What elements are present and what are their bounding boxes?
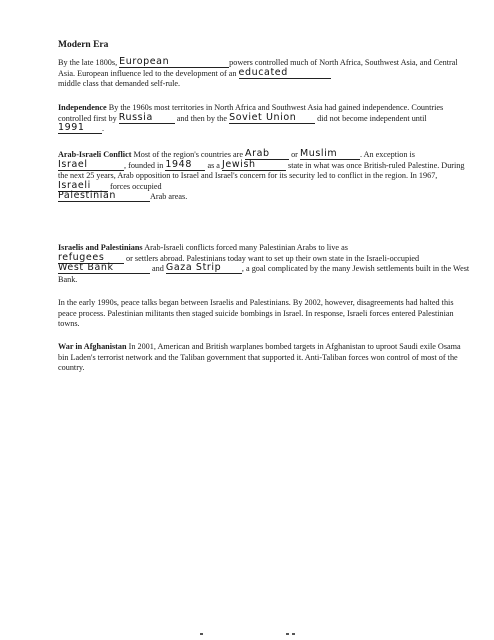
text: state in what was once British-ruled Palestine. During the next 25 years, Arab opposition to Israel and Israel's concern for its security led to conflict in the region. In 1967,: [58, 160, 465, 181]
text: In 2001, American and British warplanes bombed targets in Afghanistan to uproot Saudi exile Osama bin Laden's terrorist network and the Taliban government that supported it. Anti-Taliban forces won control of most of the country.: [58, 342, 461, 373]
handwritten-answer: Israel: [58, 158, 88, 170]
handwritten-answer: Russia: [118, 111, 153, 123]
handwritten-answer: Israeli: [58, 179, 91, 191]
answer-blank: [118, 111, 175, 124]
heading-arab-israeli-conflict: Arab-Israeli Conflict: [58, 150, 132, 159]
answer-blank: [58, 158, 124, 171]
paragraph-war-in-afghanistan: [58, 342, 470, 374]
handwritten-answer: 1948: [165, 158, 192, 170]
paragraph-peace-talks: [58, 298, 470, 330]
text: middle class that demanded self-rule.: [58, 79, 181, 89]
handwritten-answer: 1991: [58, 122, 85, 134]
heading-israelis-palestinians: Israelis and Palestinians: [58, 243, 143, 252]
scan-artifacts: [190, 633, 310, 637]
text: .: [102, 124, 105, 134]
handwritten-answer: Muslim: [299, 148, 338, 159]
paragraph-arab-israeli-conflict: [58, 150, 470, 203]
handwritten-answer: Gaza Strip: [165, 262, 222, 274]
scan-mark: [292, 633, 295, 635]
text: Arab areas.: [150, 192, 188, 202]
text: powers controlled much of North Africa, Southwest Asia, and Central Asia. European influence led to the development of an: [58, 58, 458, 78]
answer-blank: [222, 158, 286, 171]
text: , founded in: [124, 160, 166, 170]
text: . An exception is: [359, 150, 415, 159]
text: or: [289, 150, 300, 159]
text: By the 1960s most territories in North Africa and Southwest Asia had gained independence. Countries controlled first by: [58, 103, 444, 123]
handwritten-answer: Soviet Union: [229, 111, 297, 123]
answer-blank: [58, 122, 105, 134]
text: forces occupied: [108, 181, 162, 191]
handwritten-answer: refugees: [58, 251, 105, 263]
paragraph-independence: [58, 103, 470, 135]
text: Most of the region's countries are: [131, 150, 246, 159]
answer-blank: [58, 264, 150, 274]
scan-mark: [200, 633, 203, 635]
answer-blank: [119, 58, 229, 68]
paragraph-israelis-palestinians: [58, 243, 470, 285]
text: and: [150, 264, 166, 274]
text: as a: [205, 160, 222, 170]
text: In the early 1990s, peace talks began between Israelis and Palestinians. By 2002, however, disagreements had halted this peace process. Palestinian militants then staged suicide bombings in Israel. In response, Israeli forces entered Palestinian towns.: [58, 298, 454, 329]
handwritten-answer: European: [119, 56, 170, 67]
scan-mark: [286, 633, 289, 635]
handwritten-answer: Arab: [245, 148, 270, 159]
text: and then by the: [174, 113, 230, 123]
answer-blank: [165, 158, 205, 171]
section-title-modern-era: Modern Era: [58, 40, 109, 50]
handwritten-answer: educated: [238, 66, 288, 78]
heading-war-in-afghanistan: War in Afghanistan: [58, 342, 127, 351]
text: By the late 1800s,: [58, 58, 120, 67]
answer-blank: [300, 150, 360, 160]
answer-blank: [166, 264, 242, 274]
answer-blank: [238, 66, 331, 79]
text: or settlers abroad. Palestinians today want to set up their own state in the Israeli-occupied: [124, 253, 420, 263]
answer-blank: [58, 192, 150, 202]
handwritten-answer: West Bank: [58, 262, 114, 274]
handwritten-answer: Jewish: [222, 158, 256, 170]
paragraph-modern-era: [58, 58, 470, 90]
text: , a goal complicated by the many Jewish settlements built in the West Bank.: [58, 264, 470, 284]
text: Arab-Israeli conflicts forced many Palestinian Arabs to live as: [142, 243, 348, 252]
handwritten-answer: Palestinian: [58, 190, 117, 202]
answer-blank: [229, 111, 315, 124]
text: did not become independent until: [315, 113, 427, 123]
heading-independence: Independence: [58, 103, 107, 112]
